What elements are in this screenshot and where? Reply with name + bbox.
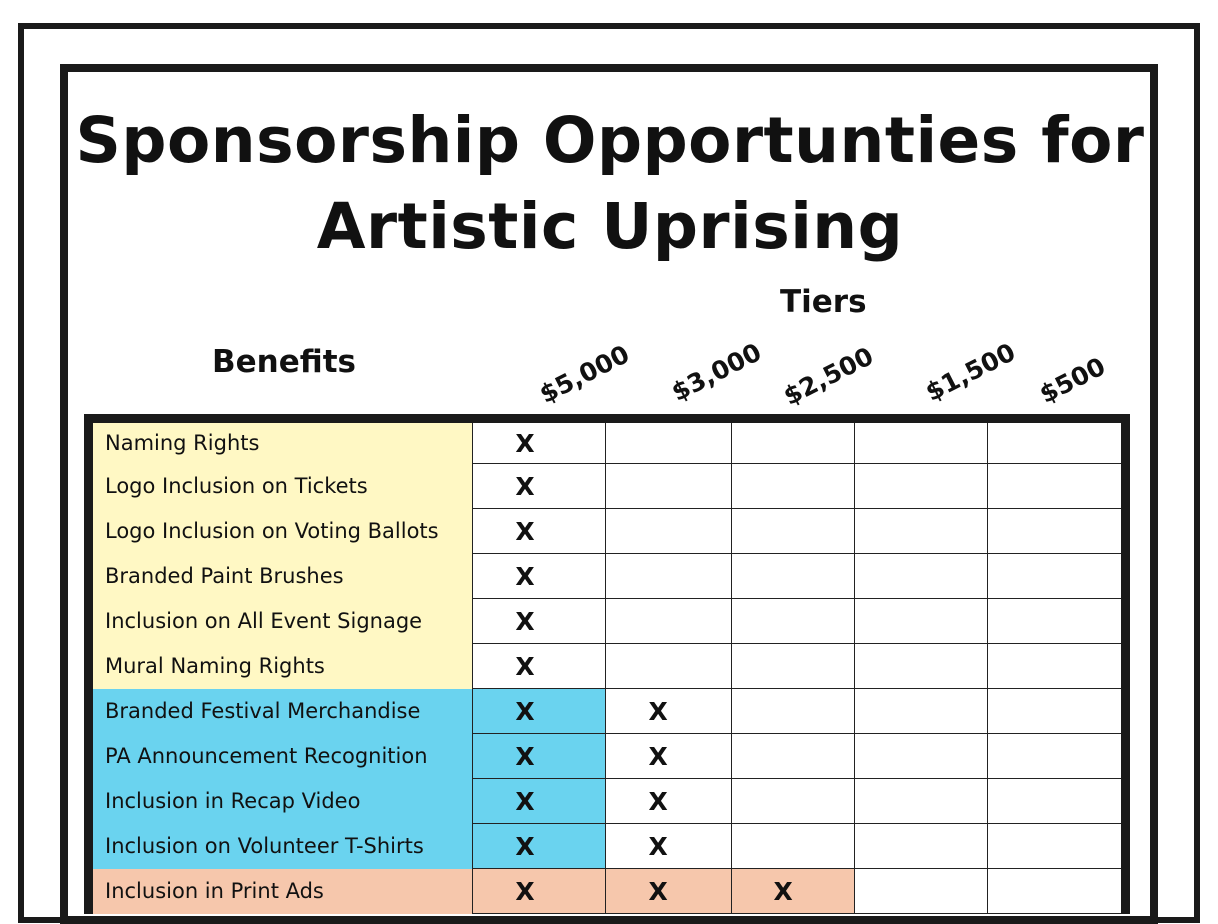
tier-cell	[854, 734, 987, 779]
tier-cell: X	[606, 869, 731, 914]
tier-cell	[987, 509, 1125, 554]
tier-cell	[606, 644, 731, 689]
tier-cell	[606, 599, 731, 644]
tier-cell	[606, 509, 731, 554]
tier-cell: X	[731, 869, 854, 914]
tier-cell	[987, 644, 1125, 689]
table-row	[89, 734, 1126, 779]
tier-cell	[606, 554, 731, 599]
tier-cell	[606, 419, 731, 464]
tier-cell	[606, 464, 731, 509]
table-row	[89, 644, 1126, 689]
benefit-label: Branded Paint Brushes	[89, 554, 473, 599]
table-row	[89, 419, 1126, 464]
benefit-label: Inclusion in Recap Video	[89, 779, 473, 824]
tier-cell: X	[473, 464, 606, 509]
tier-cell	[731, 554, 854, 599]
benefit-label: PA Announcement Recognition	[89, 734, 473, 779]
tier-cell: X	[606, 689, 731, 734]
tier-cell	[987, 464, 1125, 509]
table-row	[89, 599, 1126, 644]
tier-heading-2500: $2,500	[778, 341, 878, 411]
tier-cell	[987, 689, 1125, 734]
tier-cell	[854, 509, 987, 554]
table-row	[89, 869, 1126, 914]
benefit-label: Logo Inclusion on Tickets	[89, 464, 473, 509]
tier-cell: X	[473, 734, 606, 779]
benefits-heading: Benefits	[212, 344, 356, 380]
tier-cell: X	[473, 824, 606, 869]
table-row	[89, 464, 1126, 509]
tier-cell	[731, 464, 854, 509]
tiers-heading: Tiers	[780, 284, 867, 320]
tier-cell	[731, 734, 854, 779]
tier-cell	[731, 599, 854, 644]
tier-cell	[987, 734, 1125, 779]
benefit-label: Naming Rights	[89, 419, 473, 464]
table-row	[89, 689, 1126, 734]
tier-cell	[854, 554, 987, 599]
tier-cell	[854, 869, 987, 914]
tier-cell	[731, 419, 854, 464]
tier-cell: X	[473, 509, 606, 554]
tier-cell	[854, 824, 987, 869]
tier-cell	[731, 689, 854, 734]
tier-cell	[987, 599, 1125, 644]
tier-cell: X	[606, 734, 731, 779]
benefit-label: Inclusion on All Event Signage	[89, 599, 473, 644]
tier-cell: X	[473, 779, 606, 824]
benefit-label: Mural Naming Rights	[89, 644, 473, 689]
tier-cell	[854, 599, 987, 644]
tier-cell	[987, 419, 1125, 464]
tier-cell: X	[473, 689, 606, 734]
tier-cell	[731, 509, 854, 554]
table-body	[89, 419, 1126, 914]
tier-cell	[854, 689, 987, 734]
table-row	[89, 824, 1126, 869]
tier-cell	[854, 779, 987, 824]
tier-cell: X	[473, 419, 606, 464]
tier-cell	[731, 824, 854, 869]
tier-heading-5000: $5,000	[534, 339, 634, 409]
tier-cell	[731, 779, 854, 824]
table-row	[89, 554, 1126, 599]
benefit-label: Inclusion on Volunteer T-Shirts	[89, 824, 473, 869]
tier-cell	[987, 824, 1125, 869]
tier-cell	[854, 464, 987, 509]
tier-heading-500: $500	[1034, 351, 1111, 409]
tier-cell: X	[473, 599, 606, 644]
tier-heading-3000: $3,000	[666, 337, 766, 407]
benefit-label: Logo Inclusion on Voting Ballots	[89, 509, 473, 554]
table-row	[89, 509, 1126, 554]
tier-cell: X	[473, 554, 606, 599]
benefit-label: Inclusion in Print Ads	[89, 869, 473, 914]
tier-cell: X	[606, 824, 731, 869]
tier-cell: X	[473, 644, 606, 689]
tier-cell	[987, 869, 1125, 914]
tier-cell: X	[473, 869, 606, 914]
page-title: Sponsorship Opportunties for Artistic Uprising	[75, 104, 1145, 263]
tier-cell: X	[606, 779, 731, 824]
tier-heading-1500: $1,500	[920, 337, 1020, 407]
tier-cell	[854, 644, 987, 689]
tier-cell	[854, 419, 987, 464]
sponsorship-table	[84, 414, 1130, 914]
tier-cell	[731, 644, 854, 689]
benefit-label: Branded Festival Merchandise	[89, 689, 473, 734]
tier-cell	[987, 779, 1125, 824]
table-row	[89, 779, 1126, 824]
tier-cell	[987, 554, 1125, 599]
